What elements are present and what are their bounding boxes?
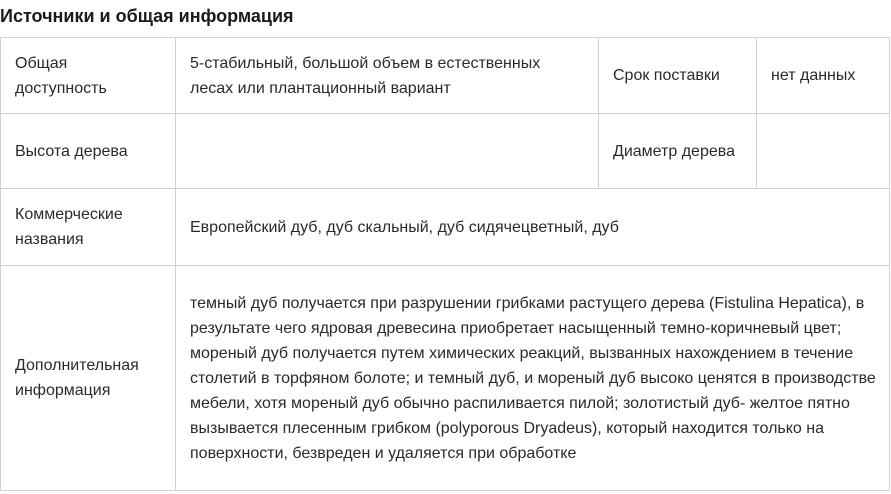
delivery-time-label: Срок поставки xyxy=(599,38,757,114)
additional-info-label: Дополнительная информация xyxy=(1,266,176,491)
availability-label: Общая доступность xyxy=(1,38,176,114)
availability-value: 5-стабильный, большой объем в естественных лесах или плантационный вариант xyxy=(176,38,599,114)
commercial-names-value: Европейский дуб, дуб скальный, дуб сидячецветный, дуб xyxy=(176,189,890,266)
section-title: Источники и общая информация xyxy=(0,6,294,26)
additional-info-value: темный дуб получается при разрушении грибками растущего дерева (Fistulina Hepatica), в результате чего ядровая древесина приобретает насыщенный темно-коричневый цвет; мореный дуб получается путем химических реакций, вызванных нахождением в течение столетий в торфяном болоте; и темный дуб, и мореный дуб высоко ценятся в производстве мебели, хотя мореный дуб обычно распиливается пилой; золотистый дуб- желтое пятно вызывается плесенным грибком (polyporous Dryadeus), который находится только на поверхности, безвреден и удаляется при обработке xyxy=(176,266,890,491)
table-row-tree-size xyxy=(1,114,890,189)
tree-diameter-label: Диаметр дерева xyxy=(599,114,757,189)
table-row-commercial-names xyxy=(1,189,890,266)
table-row-additional-info xyxy=(1,266,890,491)
tree-height-value xyxy=(176,114,599,189)
delivery-time-value: нет данных xyxy=(757,38,890,114)
tree-height-label: Высота дерева xyxy=(1,114,176,189)
info-table xyxy=(0,37,890,491)
tree-diameter-value xyxy=(757,114,890,189)
table-row-availability xyxy=(1,38,890,114)
commercial-names-label: Коммерческие названия xyxy=(1,189,176,266)
